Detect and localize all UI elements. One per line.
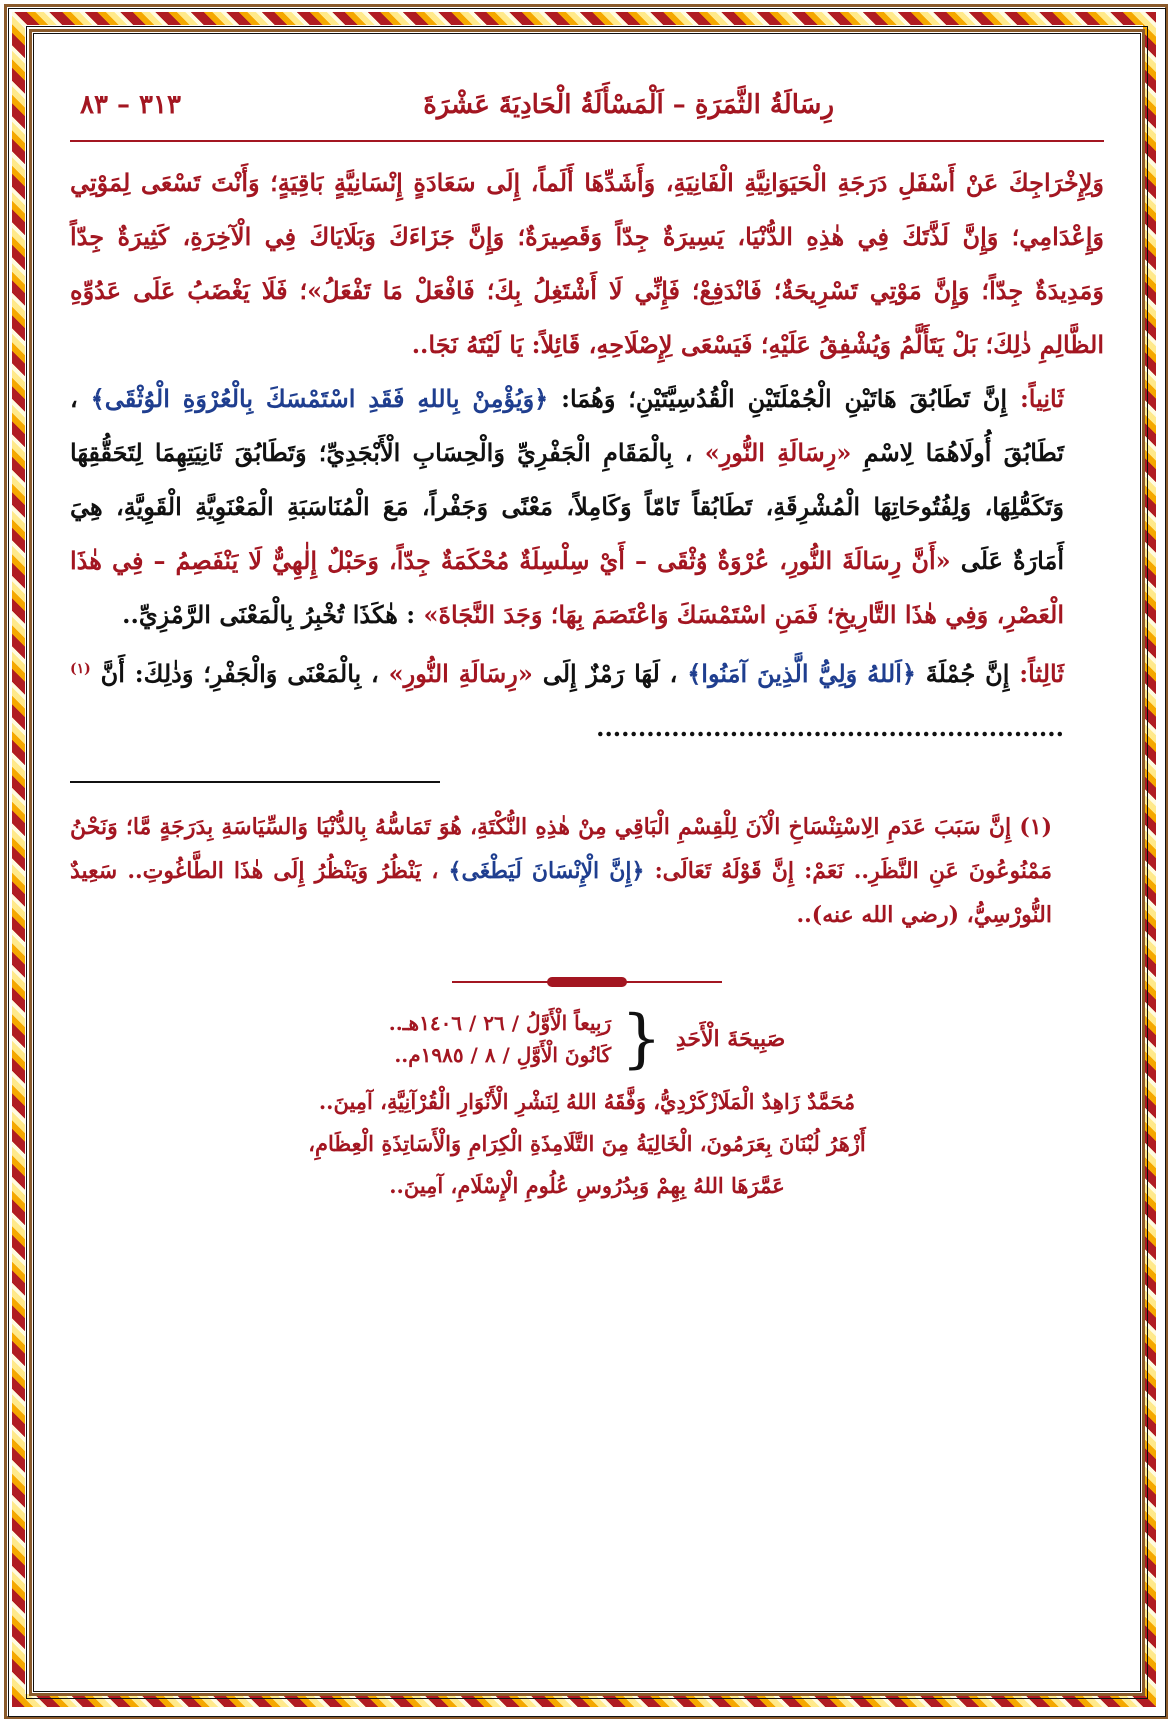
footnote-text-2: ، يَنْظُرُ وَيَنْظُرُ إِلَى هٰذَا الطَّاغُوتِ.. سَعِيدٌ النُّورْسِيُّ، (رضي الله عنه).. (70, 858, 1052, 928)
para2-text-4: : هٰكَذَا تُخْبِرُ بِالْمَعْنَى الرَّمْزِيِّ.. (122, 600, 416, 629)
para3-text-1: إِنَّ جُمْلَةَ (925, 659, 1010, 688)
brace-icon: { (621, 1002, 662, 1076)
quran-verse: ﴿اَللهُ وَلِيُّ الَّذِينَ آمَنُوا﴾ (687, 659, 916, 688)
signature-line-2: أَزْهَرُ لُبْنَانَ بِعَرَمُونَ، الْخَالِيَةُ مِنَ التَّلَامِذَةِ الْكِرَامِ وَالْأَسَاتِذَةِ الْعِظَامِ، (308, 1131, 866, 1156)
signature-line-1: مُحَمَّدٌ زَاهِدٌ الْمَلَازْكَرْدِيُّ، وَفَّقَهُ اللهُ لِنَشْرِ الْأَنْوَارِ الْقُرْآنِيَّةِ، آمِينَ.. (318, 1089, 856, 1114)
paragraph-2 (70, 372, 1104, 642)
ellipsis-dots: ........................................................ (596, 713, 1064, 742)
para3-lead: ثَالِثاً: (1019, 659, 1065, 688)
para2-text-1: إِنَّ تَطَابُقَ هَاتَيْنِ الْجُمْلَتَيْنِ الْقُدُسِيَّتَيْنِ؛ وَهُمَا: (561, 384, 1008, 413)
quran-verse: ﴿إِنَّ الْإِنْسَانَ لَيَطْغَى﴾ (448, 858, 645, 884)
footnote (70, 805, 1104, 937)
header-title: رِسَالَةُ الثَّمَرَةِ – اَلْمَسْأَلَةُ الْحَادِيَةَ عَشْرَةَ (423, 90, 834, 120)
date-block (70, 1002, 1104, 1076)
risale-name: «رِسَالَةِ النُّورِ» (388, 659, 533, 688)
para3-text-2: ، لَهَا رَمْزٌ إِلَى (542, 659, 678, 688)
risale-name: «رِسَالَةِ النُّورِ» (704, 438, 852, 467)
para3-text-3: ، بِالْمَعْنَى وَالْجَفْرِ؛ وَذٰلِكَ: أَنَّ (100, 659, 379, 688)
running-header (70, 70, 1104, 140)
signature-line-3: عَمَّرَهَا اللهُ بِهِمْ وَبِدُرُوسِ عُلُومِ الْإِسْلَامِ، آمِينَ.. (389, 1173, 785, 1198)
footnote-text-1: (١) إِنَّ سَبَبَ عَدَمِ الِاسْتِنْسَاخِ الْآنَ لِلْقِسْمِ الْبَاقِي مِنْ هٰذِهِ النُّكْتَةِ، هُوَ تَمَاسُّهُ بِالدُّنْيَا وَالسِّيَاسَةِ بِدَرَجَةٍ مَّا؛ وَنَحْنُ مَمْنُوعُونَ عَنِ النَّظَرِ.. نَعَمْ: إِنَّ قَوْلَهُ تَعَالَى: (70, 814, 1052, 884)
para2-text-2: ، تَطَابُقَ أُولَاهُمَا لِاسْمِ (70, 384, 1064, 467)
paragraph-3 (70, 642, 1104, 755)
quran-verse: ﴿وَيُؤْمِنْ بِاللهِ فَقَدِ اسْتَمْسَكَ بِالْعُرْوَةِ الْوُثْقَى﴾ (90, 384, 549, 413)
gregorian-date: كَانُونَ الْأَوَّلِ / ٨ / ١٩٨٥م.. (394, 1043, 612, 1067)
para2-lead: ثَانِياً: (1019, 384, 1065, 413)
paragraph-1: وَلِإِخْرَاجِكَ عَنْ أَسْفَلِ دَرَجَةِ الْحَيَوَانِيَّةِ الْفَانِيَةِ، وَأَشَدِّهَا أَلَماً، إِلَى سَعَادَةٍ إِنْسَانِيَّةٍ بَاقِيَةٍ؛ وَأَنْتَ تَسْعَى لِمَوْتِي وَإِعْدَامِي؛ وَإِنَّ لَذَّتَكَ فِي هٰذِهِ الدُّنْيَا، يَسِيرَةٌ جِدّاً وَقَصِيرَةٌ؛ وَإِنَّ جَزَاءَكَ وَبَلَايَاكَ فِي الْآخِرَةِ، كَثِيرَةٌ جِدّاً وَمَدِيدَةٌ جِدّاً؛ وَإِنَّ مَوْتِي تَسْرِيحَةٌ؛ فَانْدَفِعْ؛ فَإِنِّي لَا أَشْتَغِلُ بِكَ؛ فَافْعَلْ مَا تَفْعَلُ»؛ فَلَا يَغْضَبُ عَلَى عَدُوِّهِ الظَّالِمِ ذٰلِكَ؛ بَلْ يَتَأَلَّمُ وَيُشْفِقُ عَلَيْهِ؛ فَيَسْعَى لِإِصْلَاحِهِ، قَائِلاً: يَا لَيْتَهُ نَجَا.. (70, 168, 1104, 359)
footnote-rule (70, 781, 440, 783)
para2-text-3: ، بِالْمَقَامِ الْجَفْرِيِّ وَالْحِسَابِ الْأَبْجَدِيِّ؛ وَتَطَابُقَ ثَانِيَتِهِمَا لِتَحَقُّقِهَا وَتَكَمُّلِهَا، وَلِفُتُوحَاتِهَا الْمُشْرِقَةِ، تَطَابُقاً تَامّاً وَكَامِلاً، مَعْنًى وَجَفْراً، مَعَ الْمُنَاسَبَةِ الْمَعْنَوِيَّةِ الْقَوِيَّةِ، هِيَ أَمَارَةٌ عَلَى (70, 438, 1065, 575)
para2-red-quote: «أَنَّ رِسَالَةَ النُّورِ، عُرْوَةٌ وُثْقَى – أَيْ سِلْسِلَةٌ مُحْكَمَةٌ جِدّاً، وَحَبْلٌ إِلٰهِيٌّ لَا يَنْفَصِمُ – فِي هٰذَا الْعَصْرِ، وَفِي هٰذَا التَّارِيخِ؛ فَمَنِ اسْتَمْسَكَ وَاعْتَصَمَ بِهَا؛ وَجَدَ النَّجَاةَ» (70, 546, 1064, 629)
footnote-ref[interactable]: (١) (70, 661, 91, 677)
hijri-date: رَبِيعاً الْأَوَّلُ / ٢٦ / ١٤٠٦هـ.. (388, 1011, 612, 1035)
section-divider-ornament (452, 977, 722, 987)
page-numbers: ٣١٣ – ٨٣ (80, 90, 181, 120)
page-content (70, 70, 1104, 1207)
signature-block (70, 1081, 1104, 1207)
date-label: صَبِيحَةَ الْأَحَدِ (675, 1026, 786, 1052)
header-rule (70, 140, 1104, 142)
